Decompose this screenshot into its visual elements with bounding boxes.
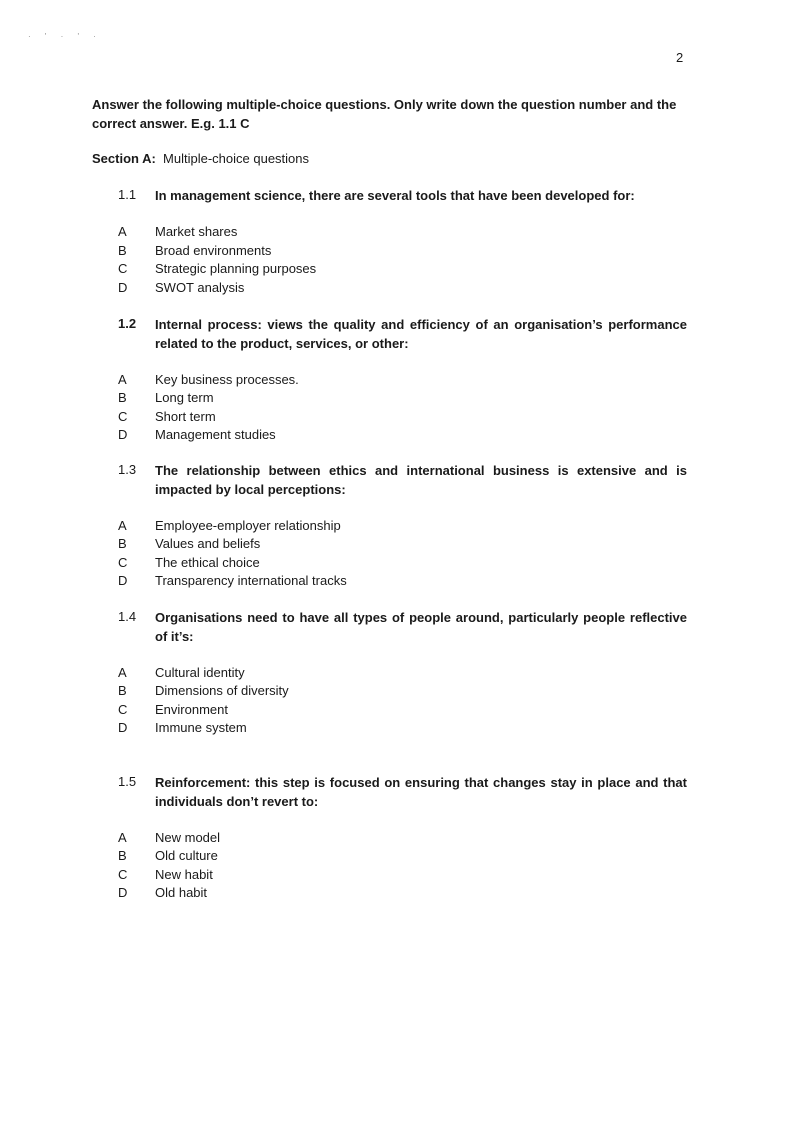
question-1-3 xyxy=(118,462,688,588)
option-text: Employee-employer relationship xyxy=(155,518,341,533)
option-text: Old habit xyxy=(155,885,208,900)
option-text: Transparency international tracks xyxy=(155,573,347,588)
question-text: In management science, there are several tools that have been developed for: xyxy=(155,188,635,203)
answer-option xyxy=(118,847,218,866)
option-text: Long term xyxy=(155,390,214,405)
answer-option xyxy=(118,242,271,261)
section-label: Section A: xyxy=(92,151,156,166)
question-1-1 xyxy=(118,187,688,295)
option-letter: D xyxy=(118,427,128,442)
answer-option xyxy=(118,554,260,573)
answer-option xyxy=(118,866,213,885)
option-letter: B xyxy=(118,536,127,551)
option-text: Key business processes. xyxy=(155,372,299,387)
answer-option xyxy=(118,279,244,298)
option-letter: C xyxy=(118,867,128,882)
option-text: Strategic planning purposes xyxy=(155,261,317,276)
answer-option xyxy=(118,371,299,390)
option-letter: A xyxy=(118,665,127,680)
option-text: Short term xyxy=(155,409,216,424)
option-text: Market shares xyxy=(155,224,238,239)
answer-option xyxy=(118,517,341,536)
option-text: Management studies xyxy=(155,427,276,442)
answer-option xyxy=(118,719,247,738)
question-text: Reinforcement: this step is focused on ensuring that changes stay in place and that individuals don’t revert to: xyxy=(155,775,687,809)
option-letter: A xyxy=(118,224,127,239)
option-text: New model xyxy=(155,830,221,845)
option-text: Environment xyxy=(155,702,228,717)
option-text: Dimensions of diversity xyxy=(155,683,289,698)
option-letter: C xyxy=(118,702,128,717)
answer-option xyxy=(118,535,260,554)
option-text: Broad environments xyxy=(155,243,272,258)
question-1-5 xyxy=(118,774,688,900)
option-text: New habit xyxy=(155,867,213,882)
option-letter: A xyxy=(118,830,127,845)
option-letter: B xyxy=(118,848,127,863)
question-number: 1.5 xyxy=(118,774,137,789)
answer-option xyxy=(118,572,347,591)
question-text: Internal process: views the quality and efficiency of an organisation’s performance related to the product, services, or other: xyxy=(155,317,687,351)
option-letter: C xyxy=(118,409,128,424)
section-title: Multiple-choice questions xyxy=(163,151,310,166)
answer-option xyxy=(118,426,276,445)
question-text: Organisations need to have all types of people around, particularly people reflective of it’s: xyxy=(155,610,687,644)
option-letter: A xyxy=(118,518,127,533)
option-letter: D xyxy=(118,280,128,295)
option-text: Values and beliefs xyxy=(155,536,261,551)
option-letter: C xyxy=(118,555,128,570)
option-text: Cultural identity xyxy=(155,665,245,680)
option-letter: B xyxy=(118,683,127,698)
question-number: 1.4 xyxy=(118,609,137,624)
page-number: 2 xyxy=(676,50,684,65)
option-letter: C xyxy=(118,261,128,276)
question-number: 1.2 xyxy=(118,316,137,331)
answer-option xyxy=(118,829,220,848)
answer-option xyxy=(118,682,289,701)
option-text: SWOT analysis xyxy=(155,280,245,295)
option-text: Old culture xyxy=(155,848,218,863)
instructions: Answer the following multiple-choice questions. Only write down the question number and the correct answer. E.g. 1.1 C xyxy=(92,97,677,131)
answer-option xyxy=(118,701,228,720)
question-text: The relationship between ethics and international business is extensive and is impacted by local perceptions: xyxy=(155,463,687,497)
option-text: Immune system xyxy=(155,720,247,735)
answer-option xyxy=(118,884,207,903)
option-letter: B xyxy=(118,390,127,405)
question-1-4 xyxy=(118,609,688,735)
question-number: 1.3 xyxy=(118,462,137,477)
option-letter: D xyxy=(118,885,128,900)
answer-option xyxy=(118,664,245,683)
scan-specks: · ' · ' · xyxy=(28,32,102,41)
option-letter: D xyxy=(118,573,128,588)
option-letter: A xyxy=(118,372,127,387)
question-number: 1.1 xyxy=(118,187,137,202)
option-letter: B xyxy=(118,243,127,258)
option-letter: D xyxy=(118,720,128,735)
answer-option xyxy=(118,389,214,408)
section-heading xyxy=(92,151,309,166)
option-text: The ethical choice xyxy=(155,555,260,570)
answer-option xyxy=(118,260,316,279)
answer-option xyxy=(118,223,237,242)
answer-option xyxy=(118,408,216,427)
question-1-2 xyxy=(118,316,688,442)
